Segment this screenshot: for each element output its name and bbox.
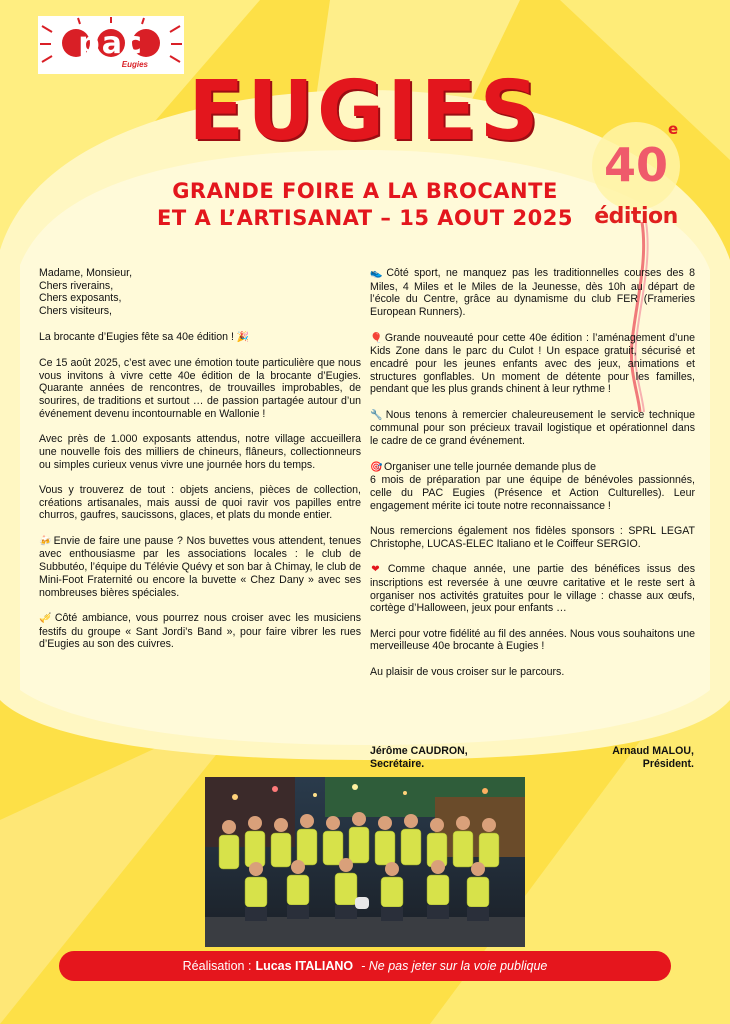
paragraph-text: Côté sport, ne manquez pas les traditionnelles courses des 8 Miles, 4 Miles et le Miles de la Jeunesse, dès 10h au départ de l’école du Centre, grâce au dynamisme du club FER (Frameries European Runners). bbox=[370, 267, 695, 319]
target-icon: 🎯 bbox=[370, 461, 383, 473]
footer-notice: - Ne pas jeter sur la voie publique bbox=[361, 959, 548, 973]
party-popper-icon: 🎉 bbox=[236, 331, 250, 343]
paragraph bbox=[39, 612, 361, 651]
letter-right-column bbox=[370, 267, 695, 691]
greeting-line: Chers visiteurs, bbox=[39, 305, 112, 318]
paragraph-text: Côté ambiance, vous pourrez nous croiser avec les musiciens festifs du groupe « Sant Jordi’s Band », pour faire vibrer les rues d’Eugies au son des cuivres. bbox=[39, 611, 361, 651]
logo-wordmark: pac bbox=[78, 25, 144, 61]
greeting-line: Madame, Monsieur, bbox=[39, 267, 133, 279]
greeting bbox=[39, 267, 361, 318]
footer-prefix: Réalisation : bbox=[182, 959, 252, 973]
paragraph: Au plaisir de vous croiser sur le parcours. bbox=[370, 665, 565, 678]
badge-superscript: e bbox=[668, 120, 679, 138]
paragraph-text: La brocante d’Eugies fête sa 40e édition ! bbox=[39, 330, 234, 343]
beer-mugs-icon: 🍻 bbox=[39, 535, 52, 547]
paragraph bbox=[39, 535, 361, 600]
badge-number: 40 bbox=[603, 138, 668, 192]
paragraph-text: Comme chaque année, une partie des bénéfices issus des inscriptions est reversée à une œuvre caritative et le reste sert à organiser nos activités gratuites pour le village : chasse aux œufs, cortège d’Halloween, jeux pour enfants … bbox=[370, 563, 695, 615]
greeting-line: Chers riverains, bbox=[39, 279, 114, 292]
paragraph bbox=[370, 267, 695, 319]
group-photo-illustration bbox=[205, 777, 525, 947]
wrench-icon: 🔧 bbox=[370, 409, 383, 421]
footer-banner bbox=[59, 951, 671, 981]
signature-name: Arnaud MALOU, bbox=[612, 745, 694, 757]
paragraph bbox=[370, 563, 695, 615]
signature-secretary bbox=[370, 745, 468, 771]
badge-word: édition bbox=[594, 204, 678, 229]
paragraph bbox=[370, 409, 695, 448]
paragraph: Ce 15 août 2025, c’est avec une émotion toute particulière que nous vous invitons à vivre cette 40e édition de la brocante d’Eugies. Quarante années de rencontres, de trouvailles improbables, de sourires, de traditions et surtout … de passion partagée autour d’un événement devenu incontournable en Wallonie ! bbox=[39, 356, 361, 420]
volunteers-group-photo bbox=[205, 777, 525, 947]
footer-author: Lucas ITALIANO bbox=[255, 959, 354, 973]
signature-name: Jérôme CAUDRON, bbox=[370, 745, 468, 757]
subtitle-line-1: GRANDE FOIRE A LA BROCANTE bbox=[172, 179, 558, 203]
paragraph: Avec près de 1.000 exposants attendus, notre village accueillera une nouvelle fois des milliers de chineurs, flâneurs, collectionneurs ou simples curieux venus vivre une journée hors du temps. bbox=[39, 433, 361, 471]
balloon-icon: 🎈 bbox=[370, 332, 383, 344]
running-shoe-icon: 👟 bbox=[370, 268, 383, 279]
paragraph bbox=[370, 332, 695, 397]
edition-badge bbox=[586, 118, 686, 258]
paragraph-text: Nous tenons à remercier chaleureusement le service technique communal pour son précieux travail logistique et opérationnel dans le cadre de ce grand événement. bbox=[370, 408, 695, 448]
letter-left-column bbox=[39, 267, 361, 664]
paragraph bbox=[39, 331, 361, 345]
paragraph-text: Grande nouveauté pour cette 40e édition : l’aménagement d’une Kids Zone dans le parc du Culot ! Un espace gratuit, sécurisé et encadré pour les jeunes enfants avec des jeux, animations et structures gonflables. Un moment de détente pour les familles, pendant que les plus grands chinent à leur rythme ! bbox=[370, 331, 695, 396]
page-subtitle bbox=[110, 178, 620, 232]
paragraph: 6 mois de préparation par une équipe de bénévoles passionnés, celle du PAC Eugies (Présence et Action Culturelles). Leur engagement mérite ici toute notre reconnaissance ! bbox=[370, 474, 695, 512]
greeting-line: Chers exposants, bbox=[39, 292, 122, 305]
signature-president bbox=[612, 745, 694, 771]
signature-role: Secrétaire. bbox=[370, 758, 425, 770]
logo-subtitle: Eugies bbox=[121, 60, 148, 69]
subtitle-line-2: ET A L’ARTISANAT – 15 AOUT 2025 bbox=[157, 206, 573, 230]
heart-icon: ❤ bbox=[371, 564, 380, 576]
paragraph: Vous y trouverez de tout : objets anciens, pièces de collection, créations artisanales, mais aussi de quoi ravir vos papilles entre churros, gaufres, saucissons, glaces, et plats du monde entier. bbox=[39, 483, 361, 522]
paragraph bbox=[370, 461, 695, 475]
paragraph: Nous remercions également nos fidèles sponsors : SPRL LEGAT Christophe, LUCAS-ELEC Italiano et le Coiffeur SERGIO. bbox=[370, 525, 695, 550]
paragraph-text: Envie de faire une pause ? Nos buvettes vous attendent, tenues avec enthousiasme par les associations locales : le club de Subbutéo, l’équipe du Télévie Quévy et son bar à Chimay, le club de Mini-Foot Fraternité ou encore la buvette « Chez Dany » avec ses nombreuses bières spéciales. bbox=[39, 534, 361, 599]
paragraph: Merci pour votre fidélité au fil des années. Nous vous souhaitons une merveilleuse 40e brocante à Eugies ! bbox=[370, 627, 695, 653]
page-title: EUGIES bbox=[188, 64, 542, 159]
trumpet-icon: 🎺 bbox=[39, 612, 52, 624]
paragraph-text: Organiser une telle journée demande plus de bbox=[383, 460, 596, 473]
signature-role: Président. bbox=[642, 758, 694, 770]
